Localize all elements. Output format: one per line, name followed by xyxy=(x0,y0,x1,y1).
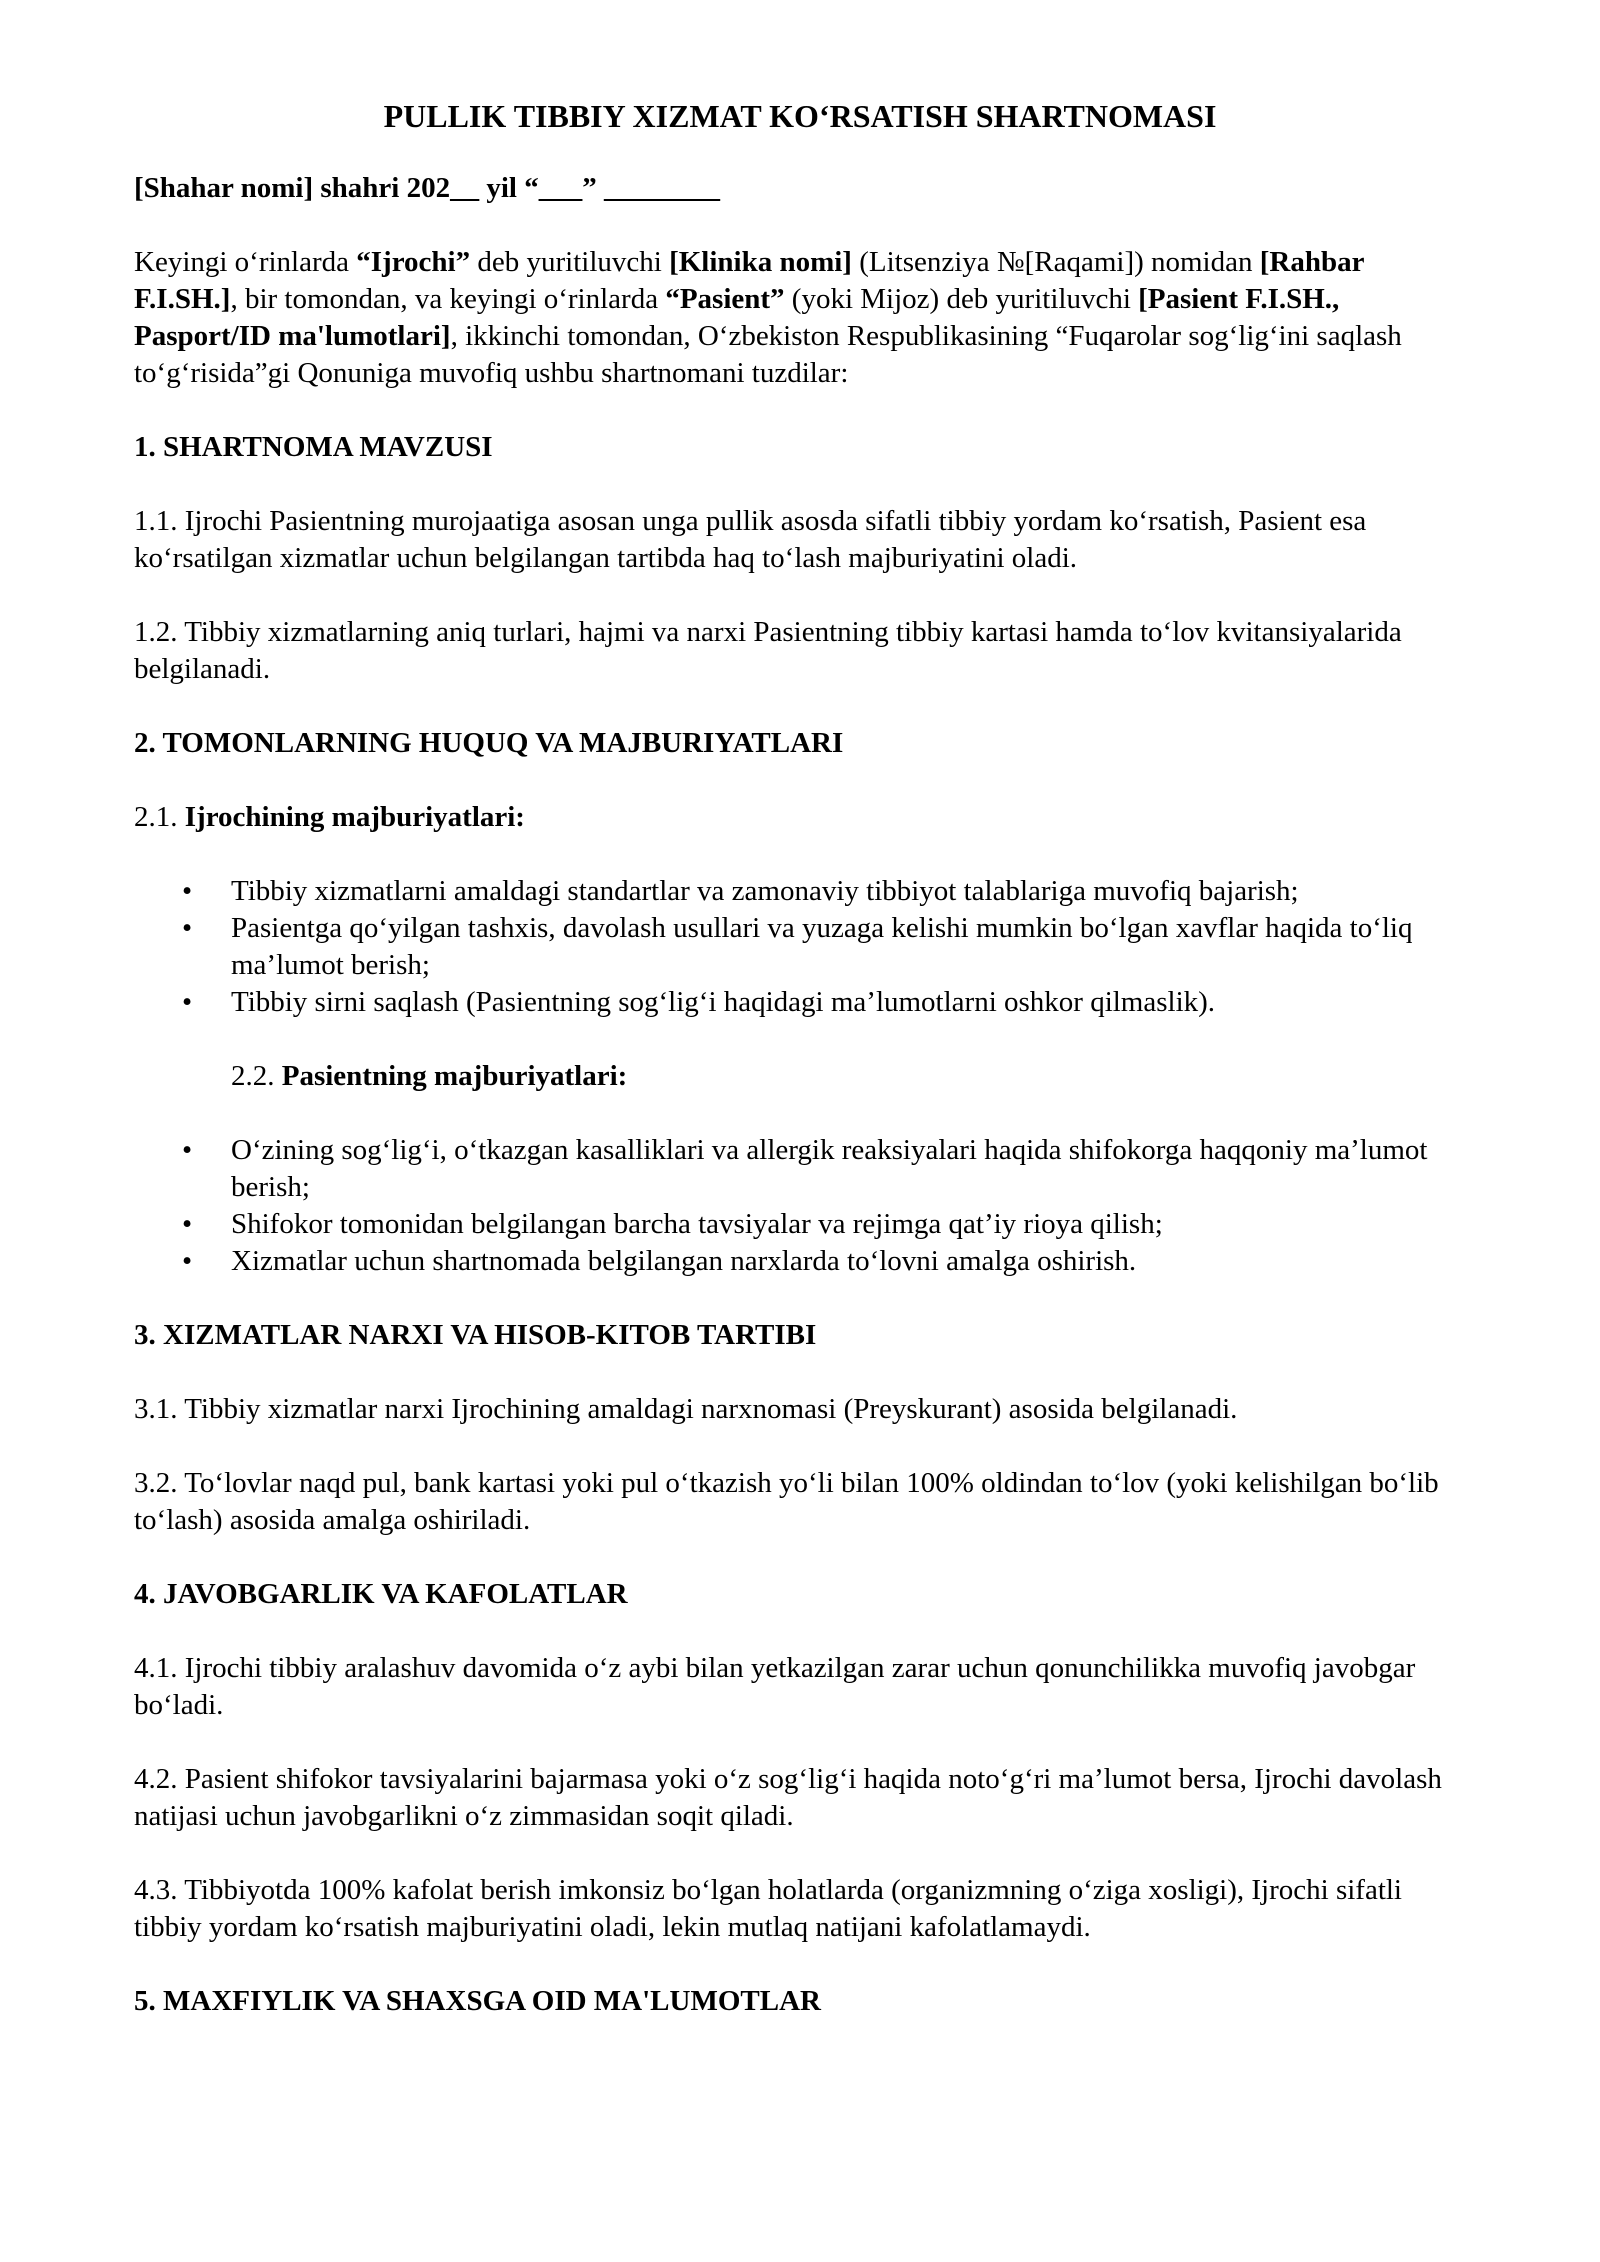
list-item-text: Tibbiy sirni saqlash (Pasientning sog‘lig‘i haqidagi ma’lumotlarni oshkor qilmaslik). xyxy=(231,986,1216,1018)
clause-3-1: 3.1. Tibbiy xizmatlar narxi Ijrochining amaldagi narxnomasi (Preyskurant) asosida belgilanadi. xyxy=(134,1393,1238,1425)
clause-4-3: 4.3. Tibbiyotda 100% kafolat berish imkonsiz bo‘lgan holatlarda (organizmning o‘ziga xosligi), Ijrochi sifatli tibbiy yordam ko‘rsatish majburiyatini oladi, lekin mutlaq natijani kafolatlamaydi. xyxy=(134,1874,1402,1943)
city-date-line: [Shahar nomi] shahri 202__ yil “___” ________ xyxy=(134,172,720,204)
director-name-placeholder: [Rahbar F.I.SH.] xyxy=(134,246,1364,315)
list-item xyxy=(134,1132,1466,1206)
patient-obligations-list xyxy=(134,1132,1466,1280)
clause-title: Pasientning majburiyatlari: xyxy=(281,1060,628,1092)
clause-2-2-title xyxy=(134,1058,1466,1095)
list-item xyxy=(134,873,1466,910)
clause-1-1: 1.1. Ijrochi Pasientning murojaatiga asosan unga pullik asosda sifatli tibbiy yordam ko‘rsatish, Pasient esa ko‘rsatilgan xizmatlar uchun belgilangan tartibda haq to‘lash majburiyatini oladi. xyxy=(134,505,1367,574)
clause-4-1: 4.1. Ijrochi tibbiy aralashuv davomida o‘z aybi bilan yetkazilgan zarar uchun qonunchilikka muvofiq javobgar bo‘ladi. xyxy=(134,1652,1416,1721)
intro-text: Keyingi o‘rinlarda xyxy=(134,246,357,278)
patient-details-placeholder: [Pasient F.I.SH., Pasport/ID ma'lumotlari] xyxy=(134,283,1340,352)
clinic-name-placeholder: [Klinika nomi] xyxy=(669,246,852,278)
intro-text: (yoki Mijoz) deb yuritiluvchi xyxy=(784,283,1139,315)
section-2-heading: 2. TOMONLARNING HUQUQ VA MAJBURIYATLARI xyxy=(134,727,844,759)
intro-text: , bir tomondan, va keyingi o‘rinlarda xyxy=(230,283,666,315)
bullet-icon: • xyxy=(182,1208,193,1240)
list-item xyxy=(134,1206,1466,1243)
section-4-heading: 4. JAVOBGARLIK VA KAFOLATLAR xyxy=(134,1578,628,1610)
list-item xyxy=(134,1243,1466,1280)
clause-1-2: 1.2. Tibbiy xizmatlarning aniq turlari, hajmi va narxi Pasientning tibbiy kartasi hamda to‘lov kvitansiyalarida belgilanadi. xyxy=(134,616,1402,685)
bullet-icon: • xyxy=(182,912,193,944)
bullet-icon: • xyxy=(182,875,193,907)
list-item-text: Shifokor tomonidan belgilangan barcha tavsiyalar va rejimga qat’iy rioya qilish; xyxy=(231,1208,1163,1240)
clause-2-1-title xyxy=(134,799,1466,836)
bullet-icon: • xyxy=(182,1245,193,1277)
clause-title: Ijrochining majburiyatlari: xyxy=(184,801,525,833)
list-item xyxy=(134,910,1466,984)
section-3-heading: 3. XIZMATLAR NARXI VA HISOB-KITOB TARTIBI xyxy=(134,1319,817,1351)
list-item-text: Pasientga qo‘yilgan tashxis, davolash usullari va yuzaga kelishi mumkin bo‘lgan xavflar haqida to‘liq ma’lumot berish; xyxy=(231,912,1413,981)
bullet-icon: • xyxy=(182,986,193,1018)
list-item-text: Xizmatlar uchun shartnomada belgilangan narxlarda to‘lovni amalga oshirish. xyxy=(231,1245,1137,1277)
intro-text: , ikkinchi tomondan, O‘zbekiston Respublikasining “Fuqarolar sog‘lig‘ini saqlash to‘g‘risida”gi Qonuniga muvofiq ushbu shartnomani tuzdilar: xyxy=(134,320,1402,389)
bullet-icon: • xyxy=(182,1134,193,1166)
clause-4-2: 4.2. Pasient shifokor tavsiyalarini bajarmasa yoki o‘z sog‘lig‘i haqida noto‘g‘ri ma’lumot bersa, Ijrochi davolash natijasi uchun javobgarlikni o‘z zimmasidan soqit qiladi. xyxy=(134,1763,1442,1832)
section-5-heading: 5. MAXFIYLIK VA SHAXSGA OID MA'LUMOTLAR xyxy=(134,1985,821,2017)
section-1-heading: 1. SHARTNOMA MAVZUSI xyxy=(134,431,493,463)
intro-paragraph xyxy=(134,244,1466,392)
clause-number: 2.2. xyxy=(231,1060,282,1092)
intro-text: (Litsenziya №[Raqami]) nomidan xyxy=(851,246,1260,278)
document-title: PULLIK TIBBIY XIZMAT KO‘RSATISH SHARTNOMASI xyxy=(383,98,1217,134)
list-item-text: Tibbiy xizmatlarni amaldagi standartlar va zamonaviy tibbiyot talablariga muvofiq bajarish; xyxy=(231,875,1299,907)
list-item xyxy=(134,984,1466,1021)
clause-3-2: 3.2. To‘lovlar naqd pul, bank kartasi yoki pul o‘tkazish yo‘li bilan 100% oldindan to‘lov (yoki kelishilgan bo‘lib to‘lash) asosida amalga oshiriladi. xyxy=(134,1467,1439,1536)
intro-text: deb yuritiluvchi xyxy=(470,246,670,278)
clause-number: 2.1. xyxy=(134,801,185,833)
list-item-text: O‘zining sog‘lig‘i, o‘tkazgan kasalliklari va allergik reaksiyalari haqida shifokorga haqqoniy ma’lumot berish; xyxy=(231,1134,1428,1203)
executor-obligations-list xyxy=(134,873,1466,1021)
executor-term: “Ijrochi” xyxy=(356,246,471,278)
patient-term: “Pasient” xyxy=(665,283,785,315)
